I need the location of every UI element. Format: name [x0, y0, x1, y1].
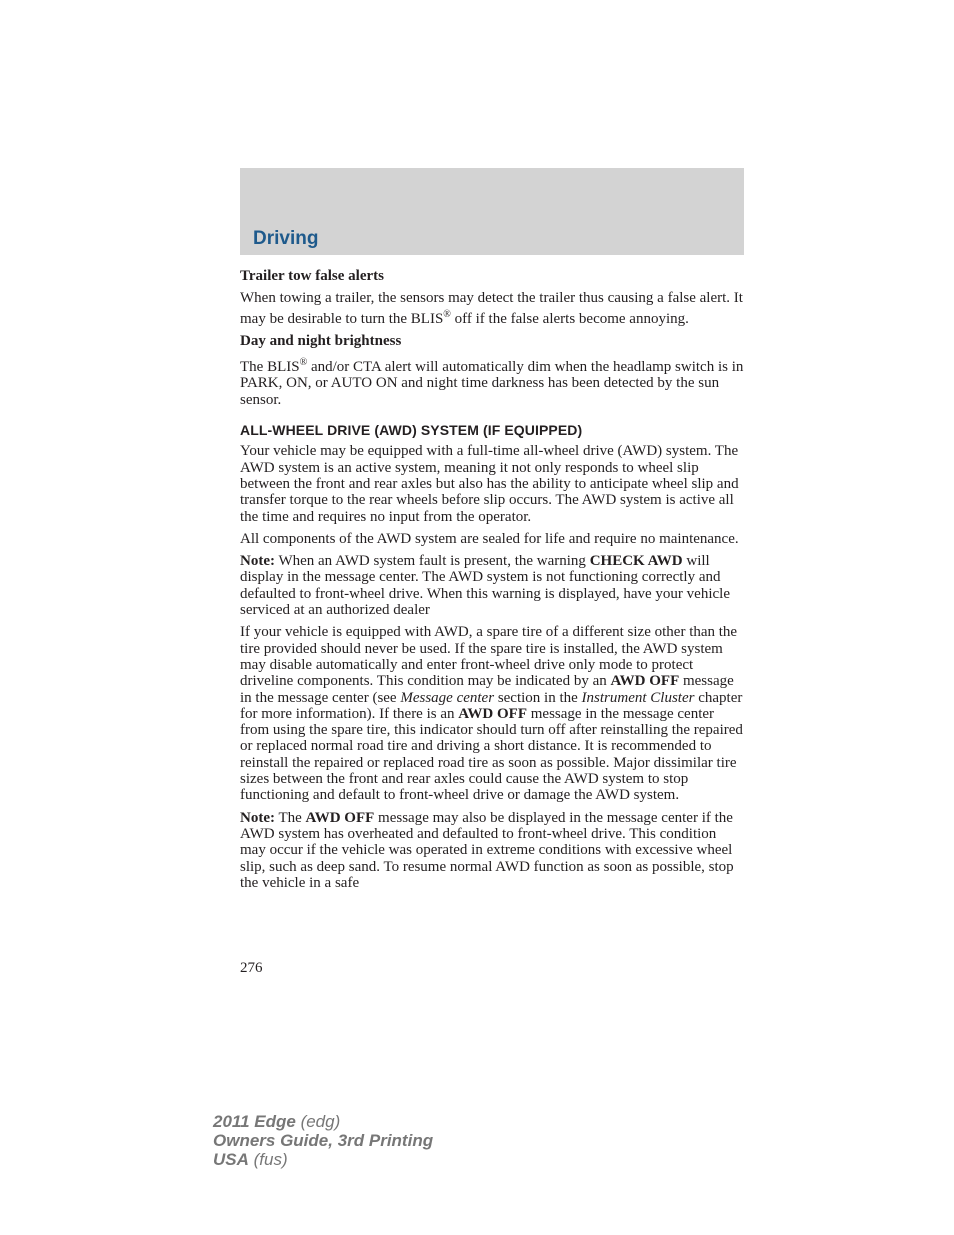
awd-paragraph-2: All components of the AWD system are sealed for life and require no maintenance. — [240, 530, 739, 547]
registered-mark: ® — [299, 357, 308, 369]
awd-note-2: Note: The AWD OFF message may also be displayed in the message center if the AWD system has overheated and defaulted to front-wheel drive. This condition may occur if the vehicle was operated in extreme conditions with excessive wheel slip, such as deep sand. To resume normal AWD function as soon as possible, stop the vehicle in a safe — [240, 809, 734, 891]
awd-paragraph-3: If your vehicle is equipped with AWD, a spare tire of a different size other than the tire provided should never be used. If the spare tire is installed, the AWD system may disable automatically and enter front-wheel drive only mode to protect driveline components. This condition may be indicated by an AWD OFF message in the message center (see Message center section in the Instrument Cluster chapter for more information). If there is an AWD OFF message in the message center from using the spare tire, this indicator should turn off after reinstalling the repaired or replaced normal road tire and driving a short distance. It is recommended to reinstall the repaired or replaced road tire as soon as possible. Major dissimilar tire sizes between the front and rear axles could cause the AWD system to stop functioning and default to front-wheel drive or damage the AWD system. — [240, 624, 743, 804]
footer-guide-line: Owners Guide, 3rd Printing — [213, 1131, 434, 1150]
brightness-paragraph: The BLIS® and/or CTA alert will automatically dim when the headlamp switch is in PARK, ON, or AUTO ON and night time darkness has been detected by the sun sensor. — [240, 357, 744, 408]
trailer-tow-heading: Trailer tow false alerts — [240, 268, 384, 284]
section-title: Driving — [253, 228, 319, 249]
brightness-heading: Day and night brightness — [240, 332, 402, 349]
trailer-tow-paragraph: When towing a trailer, the sensors may detect the trailer thus causing a false alert. It may be desirable to turn the BLIS® off if the false alerts become annoying. — [240, 290, 743, 327]
registered-mark: ® — [443, 308, 451, 320]
awd-section-heading: ALL-WHEEL DRIVE (AWD) SYSTEM (IF EQUIPPED) — [240, 422, 583, 439]
section-header-band — [240, 168, 744, 255]
footer-model-line: 2011 Edge (edg) — [213, 1112, 341, 1131]
document-footer — [213, 1112, 433, 1169]
awd-paragraph-1: Your vehicle may be equipped with a full-time all-wheel drive (AWD) system. The AWD system is an active system, meaning it not only responds to wheel slip between the front and rear axles but also has the ability to anticipate wheel slip and transfer torque to the rear wheels before slip occurs. The AWD system is active all the time and requires no input from the operator. — [240, 443, 739, 525]
page-content — [240, 268, 744, 897]
awd-note-1: Note: When an AWD system fault is present, the warning CHECK AWD will display in the message center. The AWD system is not functioning correctly and defaulted to front-wheel drive. When this warning is displayed, have your vehicle serviced at an authorized dealer — [240, 553, 730, 619]
page-number: 276 — [240, 960, 263, 976]
footer-region-line: USA (fus) — [213, 1150, 288, 1169]
